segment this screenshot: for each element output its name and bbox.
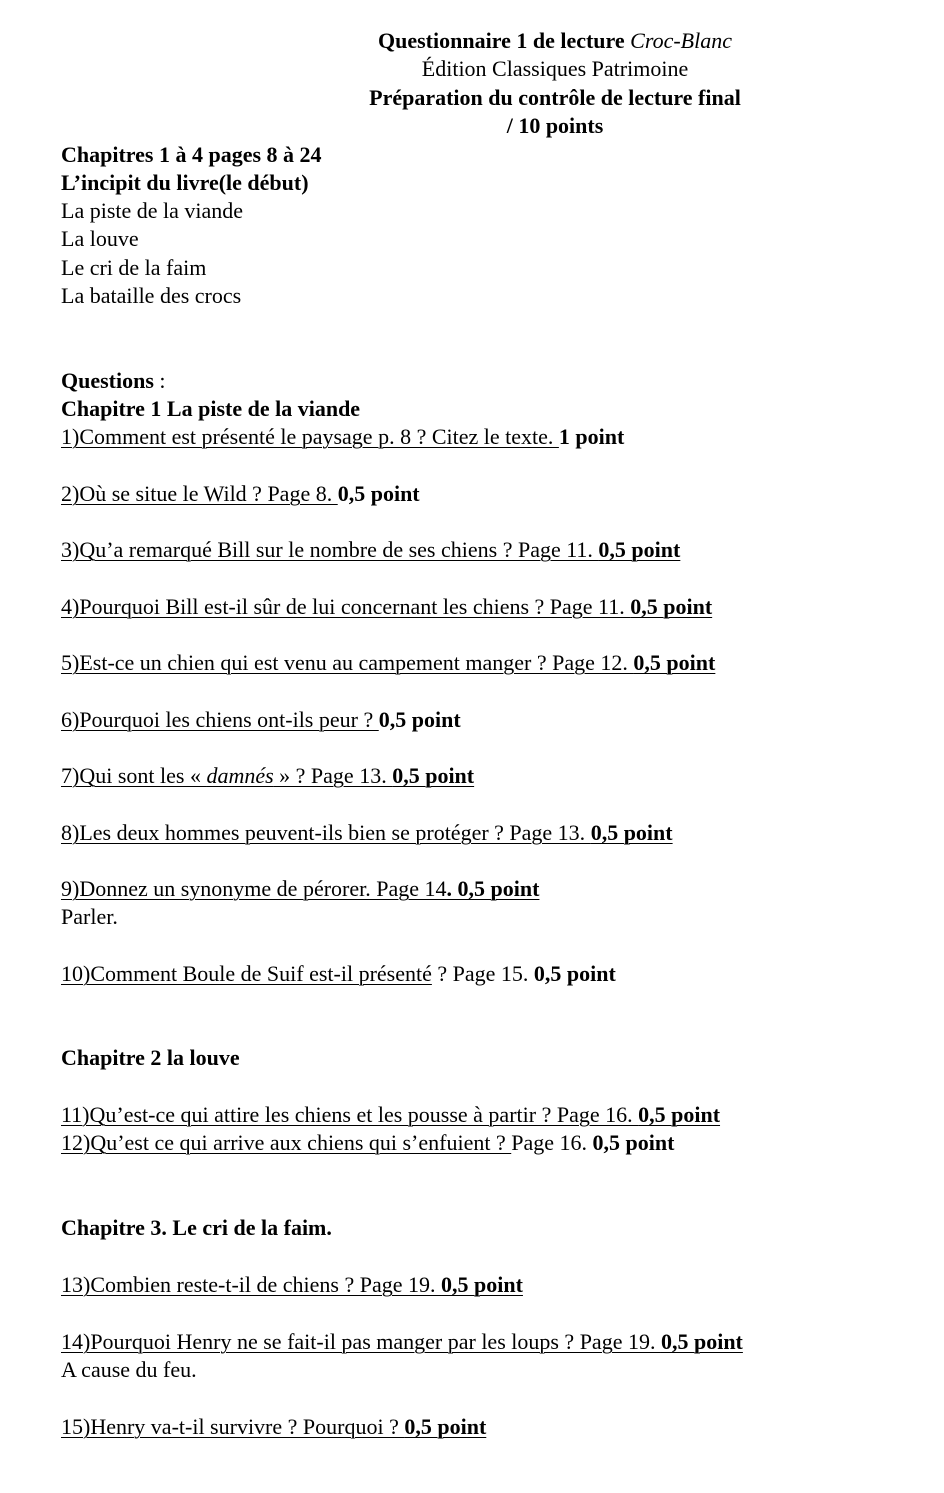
points: 1 point	[558, 424, 625, 449]
question-8: 8)Les deux hommes peuvent-ils bien se protéger ? Page 13. 0,5 point	[61, 820, 673, 845]
question-3: 3)Qu’a remarqué Bill sur le nombre de ses chiens ? Page 11. 0,5 point	[61, 537, 681, 562]
title-text: Questionnaire 1 de lecture	[378, 28, 625, 53]
points: 0,5 point	[638, 1102, 721, 1127]
points: 0,5 point	[404, 1414, 487, 1439]
points: 0,5 point	[533, 961, 616, 986]
points: 0,5 point	[633, 650, 716, 675]
question-9: 9)Donnez un synonyme de pérorer. Page 14. 0,5 point	[61, 876, 540, 901]
chapters-range: Chapitres 1 à 4 pages 8 à 24	[61, 142, 322, 167]
preparation-line: Préparation du contrôle de lecture final	[369, 85, 741, 110]
chapter-title: La piste de la viande	[61, 198, 244, 223]
points: 0,5 point	[441, 1272, 523, 1297]
section-heading-chapter-3: Chapitre 3. Le cri de la faim.	[61, 1215, 332, 1240]
section-heading-chapter-2: Chapitre 2 la louve	[61, 1045, 240, 1070]
question-1: 1)Comment est présenté le paysage p. 8 ? Citez le texte. 1 point	[61, 424, 625, 449]
points: 0,5 point	[392, 763, 475, 788]
edition-line: Édition Classiques Patrimoine	[421, 56, 689, 81]
points: 0,5 point	[598, 537, 681, 562]
points: 0,5 point	[660, 1329, 743, 1354]
points: . 0,5 point	[446, 876, 540, 901]
question-12: 12)Qu’est ce qui arrive aux chiens qui s’enfuient ? Page 16. 0,5 point	[61, 1130, 675, 1155]
points: 0,5 point	[590, 820, 673, 845]
points: 0,5 point	[630, 594, 713, 619]
book-title: Croc-Blanc	[630, 28, 732, 53]
question-4: 4)Pourquoi Bill est-il sûr de lui concernant les chiens ? Page 11. 0,5 point	[61, 594, 713, 619]
question-15: 15)Henry va-t-il survivre ? Pourquoi ? 0,5 point	[61, 1414, 487, 1439]
question-10: 10)Comment Boule de Suif est-il présenté ? Page 15. 0,5 point	[61, 961, 616, 986]
question-2: 2)Où se situe le Wild ? Page 8. 0,5 point	[61, 481, 420, 506]
answer-14: A cause du feu.	[61, 1357, 197, 1382]
questions-heading: Questions :	[61, 368, 166, 393]
answer-9: Parler.	[61, 904, 118, 929]
question-13: 13)Combien reste-t-il de chiens ? Page 19. 0,5 point	[61, 1272, 523, 1297]
question-7: 7)Qui sont les « damnés » ? Page 13. 0,5 point	[61, 763, 475, 788]
points: 0,5 point	[337, 481, 420, 506]
question-6: 6)Pourquoi les chiens ont-ils peur ? 0,5 point	[61, 707, 461, 732]
total-points: / 10 points	[506, 113, 604, 138]
chapter-title: La bataille des crocs	[61, 283, 242, 308]
question-14: 14)Pourquoi Henry ne se fait-il pas manger par les loups ? Page 19. 0,5 point	[61, 1329, 743, 1354]
question-5: 5)Est-ce un chien qui est venu au campement manger ? Page 12. 0,5 point	[61, 650, 716, 675]
chapter-title: Le cri de la faim	[61, 255, 207, 280]
points: 0,5 point	[592, 1130, 675, 1155]
section-heading-chapter-1: Chapitre 1 La piste de la viande	[61, 396, 361, 421]
points: 0,5 point	[378, 707, 461, 732]
document-title	[110, 27, 944, 55]
incipit-heading: L’incipit du livre(le début)	[61, 170, 309, 195]
question-11: 11)Qu’est-ce qui attire les chiens et les pousse à partir ? Page 16. 0,5 point	[61, 1102, 721, 1127]
chapter-title: La louve	[61, 226, 139, 251]
